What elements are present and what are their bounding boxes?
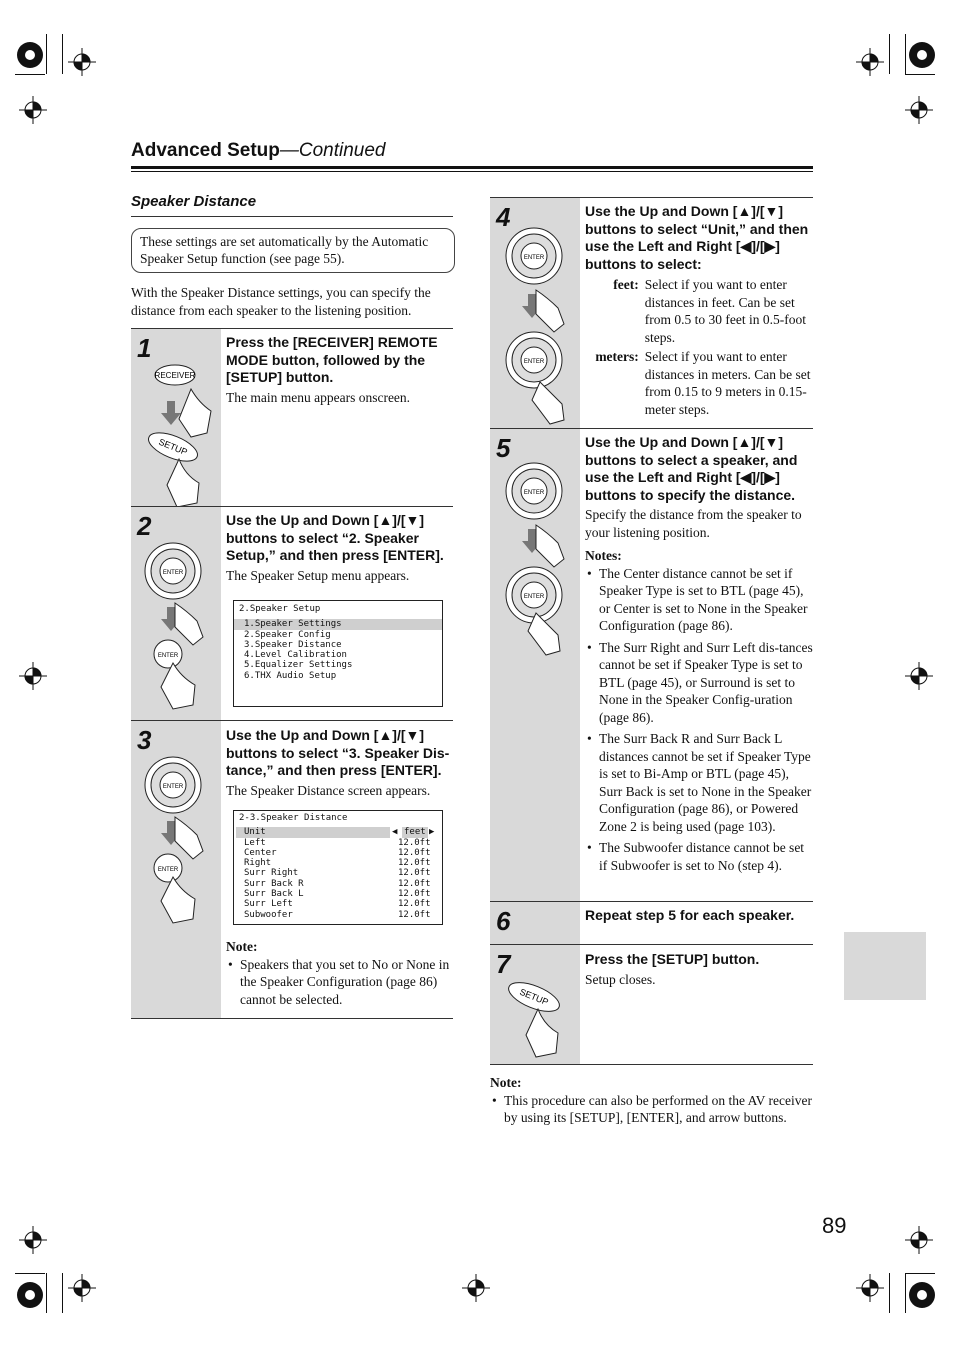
menu-item: 2.Speaker Config [244,629,331,640]
header-rule-thin [131,171,813,172]
step-3-note [226,938,454,1012]
option-term: feet: [613,277,639,292]
step-7-heading: Press the [SETUP] button. [585,951,760,967]
step-3-body: The Speaker Distance screen appears. [226,782,431,798]
distance-row [234,899,442,909]
step-4-illustration-panel [490,198,580,428]
note-label: Note: [226,939,258,954]
speaker-name: Right [244,858,272,869]
speaker-name: Center [244,847,277,858]
unit-options [585,276,811,418]
menu-item: 5.Equalizer Settings [244,660,353,671]
enter-button-icon: ENTER [523,594,545,600]
enter-button-icon: ENTER [162,784,184,790]
distance-row [234,868,442,878]
step-4-text [585,203,811,418]
step-3-illustration-panel [131,721,221,1018]
step-7-illustration-panel [490,945,580,1064]
left-arrow-icon: ◀ [392,827,398,838]
step-2-text [226,512,452,584]
enter-dial-illustration [490,429,580,659]
step-1-text [226,334,450,406]
step-2-body: The Speaker Setup menu appears. [226,567,410,583]
step-5-number: 5 [496,433,511,463]
step-5-heading: Use the Up and Down [▲]/[▼] buttons to select a speaker, and use the Left and Right [◀]/[▶] buttons to specify the distance. [585,434,798,503]
menu-item: 1.Speaker Settings [234,619,442,629]
distance-row [234,910,442,920]
note-item: • The Center distance cannot be set if Speaker Type is set to BTL (page 45), or Center is set to None in the Speaker Configuration (page 86). [585,565,813,635]
step-7-number: 7 [496,949,511,979]
header-continued: —Continued [279,140,386,161]
speaker-distance-value: 12.0ft [398,837,431,848]
speaker-name: Surr Left [244,899,293,910]
auto-setup-note-box: These settings are set automatically by the Automatic Speaker Setup function (see page 55). [131,228,455,273]
speaker-name: Left [244,837,266,848]
unit-value: feet [404,827,426,838]
notes-list [585,565,813,875]
note-item: • The Surr Right and Surr Left dis-tances cannot be set if Speaker Type is set to BTL (page 45), or Surround is set to None in the Speaker Config-uration (page 86). [585,639,813,727]
page-number: 89 [822,1213,847,1238]
page-header [131,140,386,162]
header-rule [131,166,813,169]
option-term: meters: [595,349,639,364]
step-1-number: 1 [137,333,152,363]
enter-button-icon: ENTER [523,490,545,496]
option-desc: Select if you want to enter distances in meters. Can be set from 0.15 to 9 meters in 0.15-meter steps. [644,349,811,417]
step-1-heading: Press the [RECEIVER] REMOTE MODE button, followed by the [SETUP] button. [226,334,438,385]
step-7-text [585,951,811,988]
remote-button-illustration [131,329,221,506]
setup-button-icon: SETUP [157,436,189,458]
speaker-name: Surr Back L [244,889,304,900]
speaker-distance-screen [233,810,443,925]
step-1-body: The main menu appears onscreen. [226,389,411,405]
speaker-distance-value: 12.0ft [398,858,431,869]
step-rule [490,1064,813,1065]
enter-button-icon: ENTER [162,570,184,576]
step-5-body: Specify the distance from the speaker to your listening position. [585,507,802,540]
step-5-illustration-panel [490,429,580,901]
distance-row [234,848,442,858]
step-6-illustration-panel [490,902,580,944]
chapter-tab [844,932,926,1000]
distance-list [234,838,442,920]
step-5-text [585,434,813,878]
screen-title: 2-3.Speaker Distance [239,813,348,823]
distance-row [234,889,442,899]
bottom-note [490,1074,812,1131]
step-4-heading: Use the Up and Down [▲]/[▼] buttons to select “Unit,” and then use the Left and Right [◀]/[▶] buttons to select: [585,203,809,272]
notes-label: Notes: [585,548,622,563]
enter-button-icon: ENTER [523,255,545,261]
speaker-distance-value: 12.0ft [398,878,431,889]
menu-item: 3.Speaker Distance [244,639,342,650]
speaker-distance-value: 12.0ft [398,868,431,879]
speaker-name: Subwoofer [244,909,293,920]
speaker-name: Surr Back R [244,878,304,889]
option-feet [585,276,811,346]
step-4-number: 4 [496,202,511,232]
section-rule [131,216,453,217]
menu-item: 4.Level Calibration [244,650,347,661]
note-item: • The Subwoofer distance cannot be set if Subwoofer is set to No (step 4). [585,839,813,874]
step-2-illustration-panel [131,507,221,720]
step-3-number: 3 [137,725,152,755]
step-1-illustration-panel [131,329,221,506]
distance-row [234,838,442,848]
speaker-distance-value: 12.0ft [398,899,431,910]
step-7-body: Setup closes. [585,971,656,987]
menu-item: 6.THX Audio Setup [244,670,337,681]
enter-button-icon: ENTER [157,653,179,659]
step-6-number: 6 [496,906,511,936]
speaker-distance-value: 12.0ft [398,909,431,920]
enter-dial-illustration [131,721,221,934]
step-2-heading: Use the Up and Down [▲]/[▼] buttons to select “2. Speaker Setup,” and then press [ENTER]. [226,512,444,563]
step-2-number: 2 [137,511,152,541]
step-3-text [226,727,454,799]
option-desc: Select if you want to enter distances in feet. Can be set from 0.5 to 30 feet in 0.5-foot steps. [644,277,806,345]
intro-paragraph: With the Speaker Distance settings, you can specify the distance from each speaker to the listening position. [131,285,431,318]
speaker-distance-value: 12.0ft [398,847,431,858]
unit-label: Unit [244,827,266,838]
speaker-distance-value: 12.0ft [398,889,431,900]
step-6-heading: Repeat step 5 for each speaker. [585,907,795,923]
distance-row [234,858,442,868]
setup-button-icon: SETUP [518,986,550,1008]
setup-button-illustration [490,945,580,1064]
unit-row [234,827,442,837]
step-rule [131,1018,453,1019]
speaker-setup-screen [233,600,443,707]
right-arrow-icon: ▶ [429,827,435,838]
enter-dial-illustration [490,198,580,428]
screen-title: 2.Speaker Setup [239,604,321,614]
header-title: Advanced Setup [131,140,280,161]
option-meters [585,348,811,418]
note-label: Note: [490,1075,522,1090]
enter-button-icon: ENTER [523,359,545,365]
receiver-button-icon: RECEIVER [154,371,196,380]
note-item: • Speakers that you set to No or None in the Speaker Configuration (page 86) cannot be selected. [226,956,454,1009]
enter-button-icon: ENTER [157,867,179,873]
enter-dial-illustration [131,507,221,720]
step-3-heading: Use the Up and Down [▲]/[▼] buttons to select “3. Speaker Dis-tance,” and then press [ENTER]. [226,727,450,778]
note-item: • The Surr Back R and Surr Back L distances cannot be set if Speaker Type is set to Bi-Amp or BTL (page 45), Surr Back is set to None in the Speaker Configuration (page 86), or Powered Zone 2 is being used (page 103). [585,730,813,835]
distance-row [234,879,442,889]
speaker-name: Surr Right [244,868,299,879]
section-title: Speaker Distance [131,193,257,210]
note-item: • This procedure can also be performed on the AV receiver by using its [SETUP], [ENTER], and arrow buttons. [490,1092,812,1127]
